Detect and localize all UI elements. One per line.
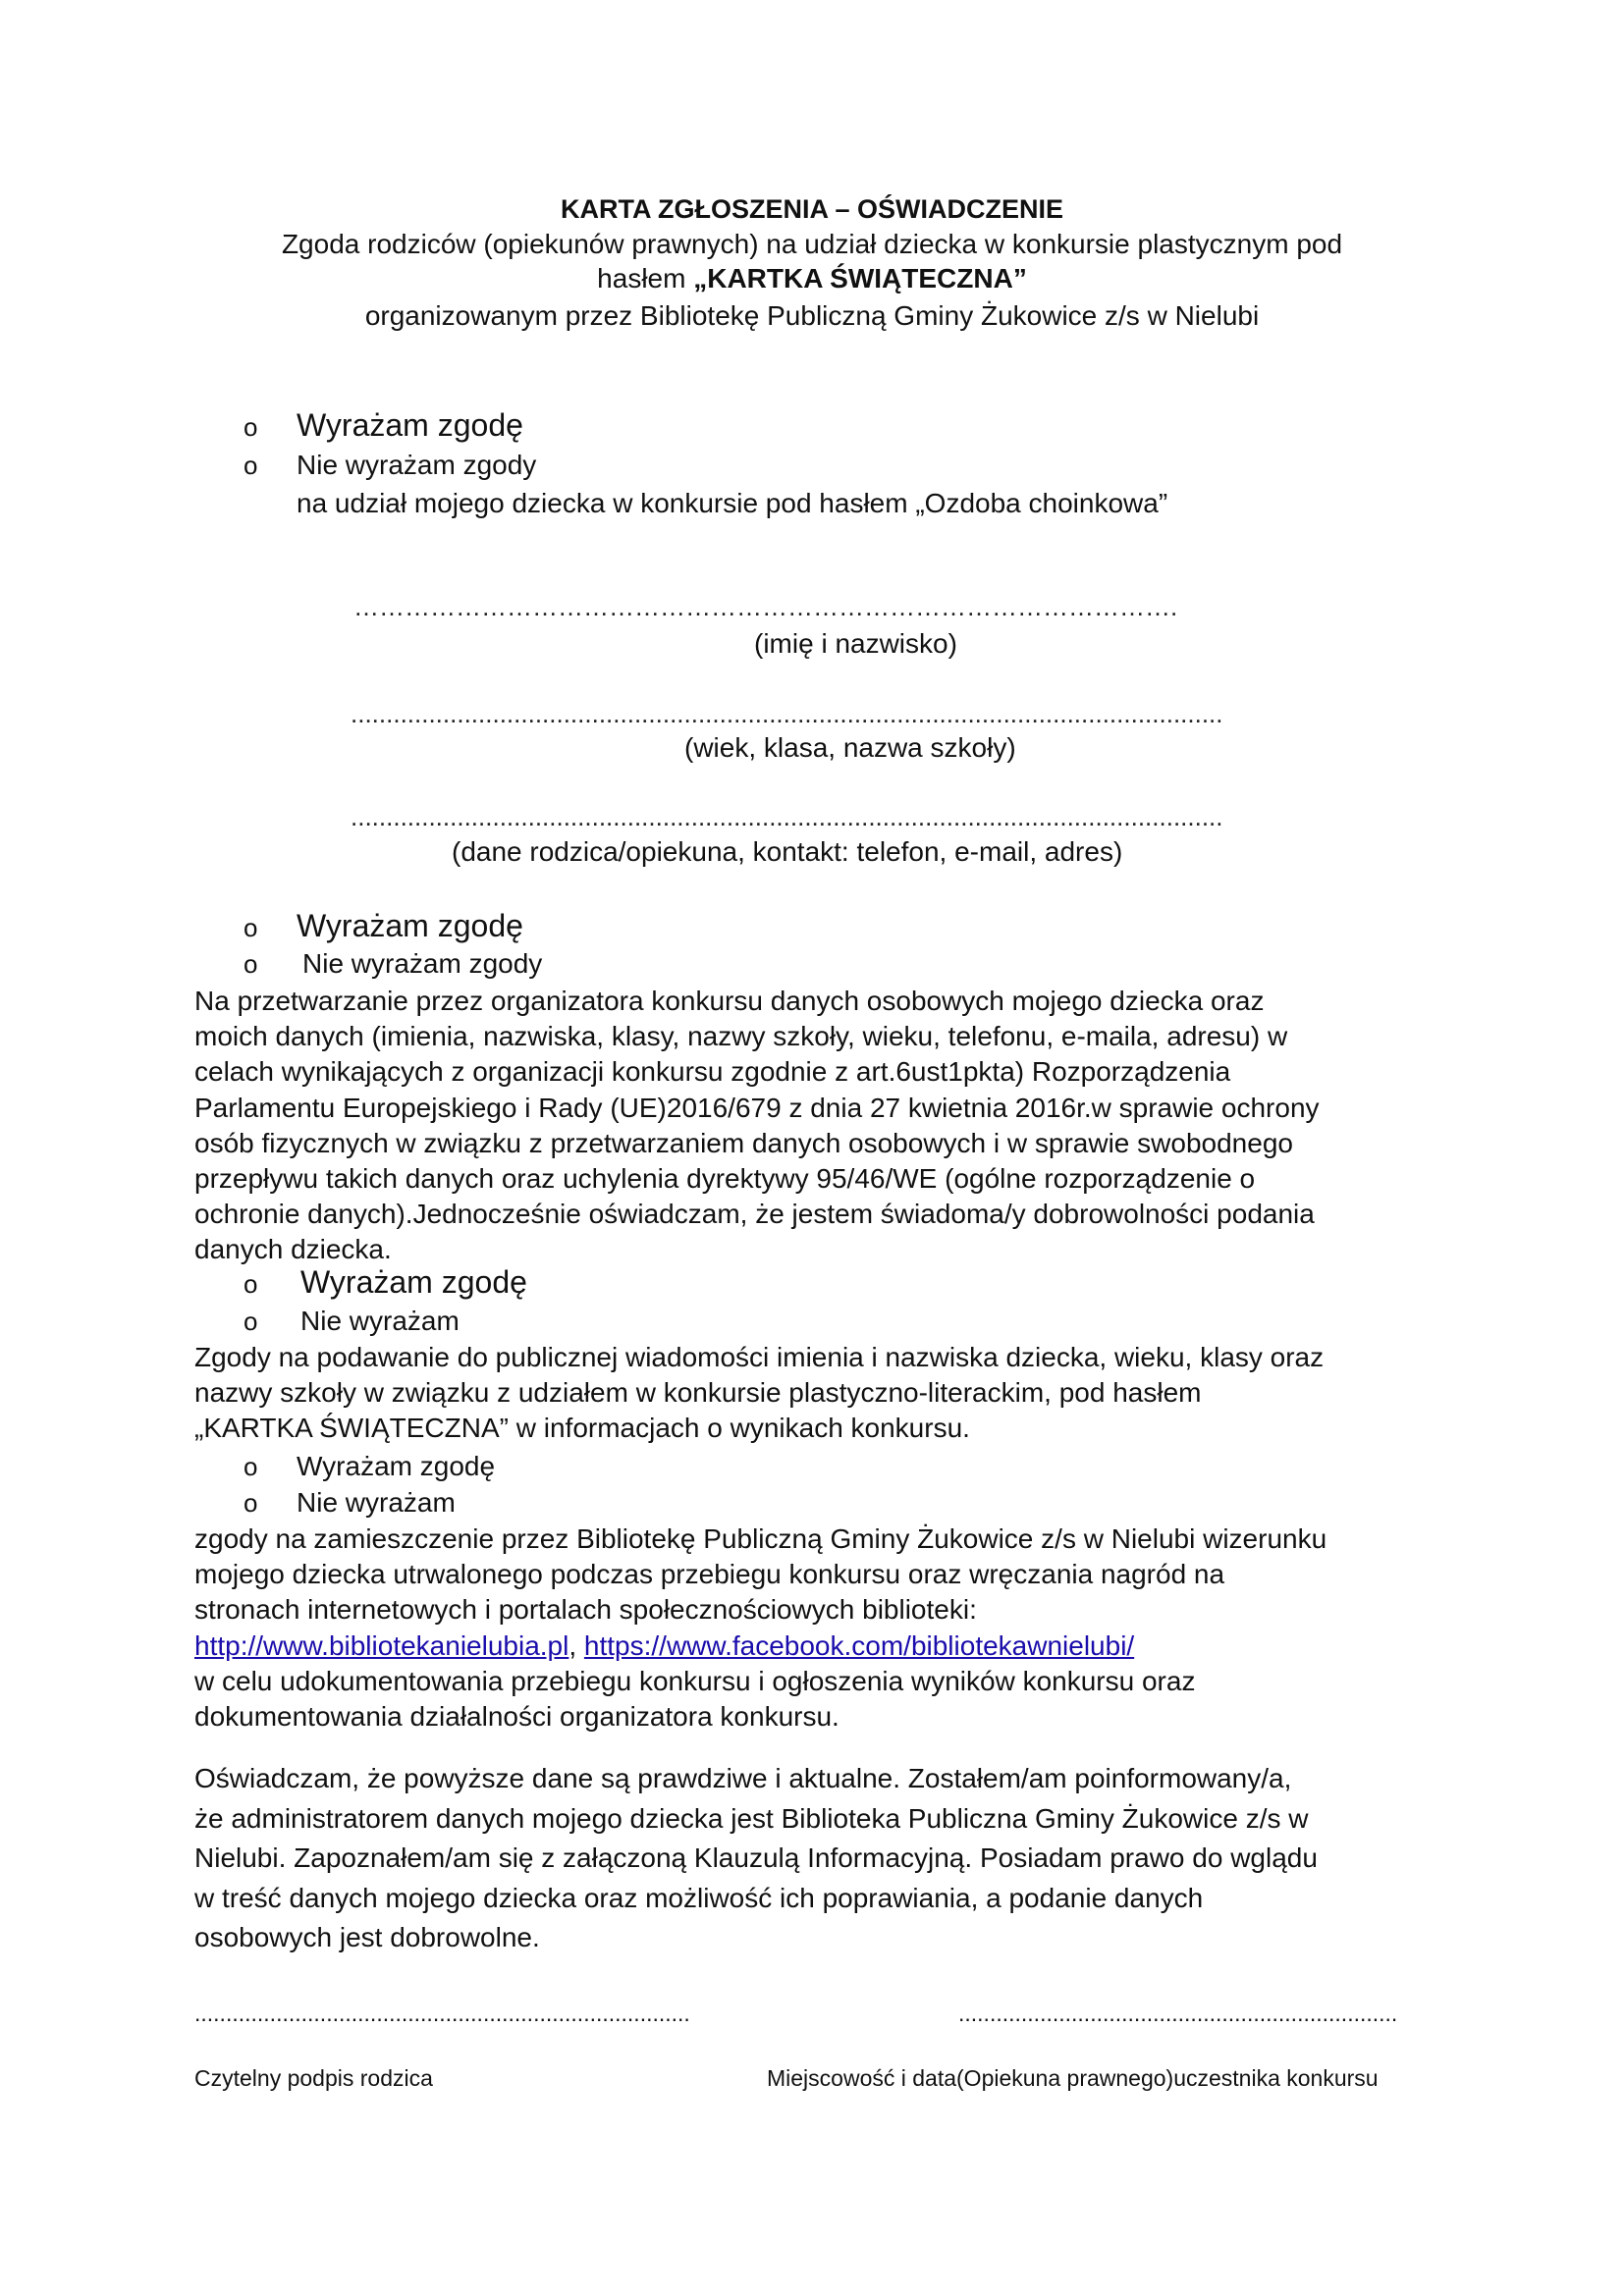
consent2-agree-label: Wyrażam zgodę [297, 908, 523, 943]
text-line: że administratorem danych mojego dziecka jest Biblioteka Publiczna Gminy Żukowice z/s w [194, 1802, 1309, 1834]
name-field-line[interactable]: ……………………………………………………………………………………. [353, 592, 1178, 621]
form-title: KARTA ZGŁOSZENIA – OŚWIADCZENIE [561, 194, 1063, 224]
links-line [194, 1629, 1326, 1664]
checkbox-circle-icon[interactable]: o [244, 913, 258, 942]
place-date-label: Miejscowość i data(Opiekuna prawnego)uczestnika konkursu [767, 2065, 1379, 2091]
text-line: Zgody na podawanie do publicznej wiadomości imienia i nazwiska dziecka, wieku, klasy oraz [194, 1342, 1325, 1372]
parent-signature-label: Czytelny podpis rodzica [194, 2065, 433, 2091]
consent4-disagree-label: Nie wyrażam [297, 1487, 456, 1518]
header-line-2 [0, 263, 1624, 294]
consent3-disagree-label: Nie wyrażam [300, 1306, 460, 1336]
signature-line-place-date[interactable]: ...................................................................... [958, 2001, 1398, 2026]
text-line: Oświadczam, że powyższe dane są prawdziwe i aktualne. Zostałem/am poinformowany/a, [194, 1763, 1292, 1793]
checkbox-circle-icon[interactable]: o [244, 1488, 258, 1518]
header-line-1: Zgoda rodziców (opiekunów prawnych) na udział dziecka w konkursie plastycznym pod [281, 229, 1343, 259]
text-line: Na przetwarzanie przez organizatora konkursu danych osobowych mojego dziecka oraz [194, 986, 1265, 1016]
library-website-link[interactable]: http://www.bibliotekanielubia.pl [194, 1629, 569, 1661]
school-field-label: (wiek, klasa, nazwa szkoły) [684, 732, 1016, 763]
header-line-2-prefix: hasłem [597, 263, 694, 294]
text-line: osób fizycznych w związku z przetwarzaniem danych osobowych i w sprawie swobodnego [194, 1127, 1293, 1158]
checkbox-circle-icon[interactable]: o [244, 1307, 258, 1336]
facebook-link[interactable]: https://www.facebook.com/bibliotekawnielubi/ [583, 1629, 1135, 1661]
consent1-disagree-label: Nie wyrażam zgody [297, 450, 537, 480]
text-line: mojego dziecka utrwalonego podczas przebiegu konkursu oraz wręczania nagród na [194, 1559, 1225, 1590]
consent3-agree-option[interactable] [244, 1264, 527, 1301]
consent4-agree-option[interactable] [244, 1451, 495, 1482]
parent-field-line[interactable]: ........................................................................................................................... [351, 802, 1223, 831]
text-line: w celu udokumentowania przebiegu konkursu i ogłoszenia wyników konkursu oraz [194, 1665, 1196, 1696]
text-line: dokumentowania działalności organizatora konkursu. [194, 1701, 839, 1733]
checkbox-circle-icon[interactable]: o [244, 451, 258, 480]
consent2-disagree-option[interactable] [244, 948, 542, 980]
text-line: Parlamentu Europejskiego i Rady (UE)2016/679 z dnia 27 kwietnia 2016r.w sprawie ochrony [194, 1092, 1320, 1123]
text-line: osobowych jest dobrowolne. [194, 1922, 540, 1952]
consent2-disagree-label: Nie wyrażam zgody [302, 948, 543, 979]
text-line: w treść danych mojego dziecka oraz możliwość ich poprawiania, a podanie danych [194, 1882, 1204, 1913]
consent1-agree-label: Wyrażam zgodę [297, 407, 523, 443]
checkbox-circle-icon[interactable]: o [244, 949, 258, 979]
school-field-line[interactable]: ........................................................................................................................... [351, 699, 1223, 728]
link-separator: , [568, 1629, 584, 1661]
consent2-agree-option[interactable] [244, 908, 523, 944]
consent4-text [194, 1522, 1326, 1735]
text-line: Nielubi. Zapoznałem/am się z załączoną Klauzulą Informacyjną. Posiadam prawo do wglądu [194, 1842, 1318, 1873]
text-line: danych dziecka. [194, 1234, 392, 1265]
text-line: „KARTKA ŚWIĄTECZNA” w informacjach o wynikach konkursu. [194, 1413, 970, 1444]
header-line-3: organizowanym przez Bibliotekę Publiczną Gminy Żukowice z/s w Nielubi [364, 300, 1260, 331]
competition-name: „KARTKA ŚWIĄTECZNA” [693, 263, 1027, 294]
consent4-agree-label: Wyrażam zgodę [297, 1451, 496, 1481]
consent1-text: na udział mojego dziecka w konkursie pod hasłem „Ozdoba choinkowa” [297, 488, 1168, 518]
text-line: moich danych (imienia, nazwiska, klasy, nazwy szkoły, wieku, telefonu, e-maila, adresu) w [194, 1021, 1288, 1052]
consent4-disagree-option[interactable] [244, 1487, 456, 1519]
text-line: przepływu takich danych oraz uchylenia dyrektywy 95/46/WE (ogólne rozporządzenie o [194, 1163, 1256, 1195]
consent3-agree-label: Wyrażam zgodę [300, 1264, 527, 1300]
text-line: nazwy szkoły w związku z udziałem w konkursie plastyczno-literackim, pod hasłem [194, 1377, 1202, 1409]
signature-line-parent[interactable]: ............................................................................... [194, 2001, 690, 2026]
consent1-disagree-option[interactable] [244, 450, 536, 481]
text-line: ochronie danych).Jednocześnie oświadczam, że jestem świadoma/y dobrowolności podania [194, 1199, 1315, 1230]
checkbox-circle-icon[interactable]: o [244, 1269, 258, 1299]
consent2-text [194, 984, 1320, 1268]
text-line: celach wynikających z organizacji konkursu zgodnie z art.6ust1pkta) Rozporządzenia [194, 1056, 1231, 1088]
parent-field-label: (dane rodzica/opiekuna, kontakt: telefon, e-mail, adres) [452, 836, 1123, 867]
consent3-text [194, 1340, 1324, 1447]
name-field-label: (imię i nazwisko) [754, 628, 957, 659]
declaration-text [194, 1759, 1318, 1958]
consent1-agree-option[interactable] [244, 407, 523, 444]
checkbox-circle-icon[interactable]: o [244, 412, 258, 442]
checkbox-circle-icon[interactable]: o [244, 1452, 258, 1481]
text-line: zgody na zamieszczenie przez Bibliotekę Publiczną Gminy Żukowice z/s w Nielubi wizerunku [194, 1523, 1327, 1554]
consent3-disagree-option[interactable] [244, 1306, 460, 1337]
text-line: stronach internetowych i portalach społecznościowych biblioteki: [194, 1594, 977, 1626]
